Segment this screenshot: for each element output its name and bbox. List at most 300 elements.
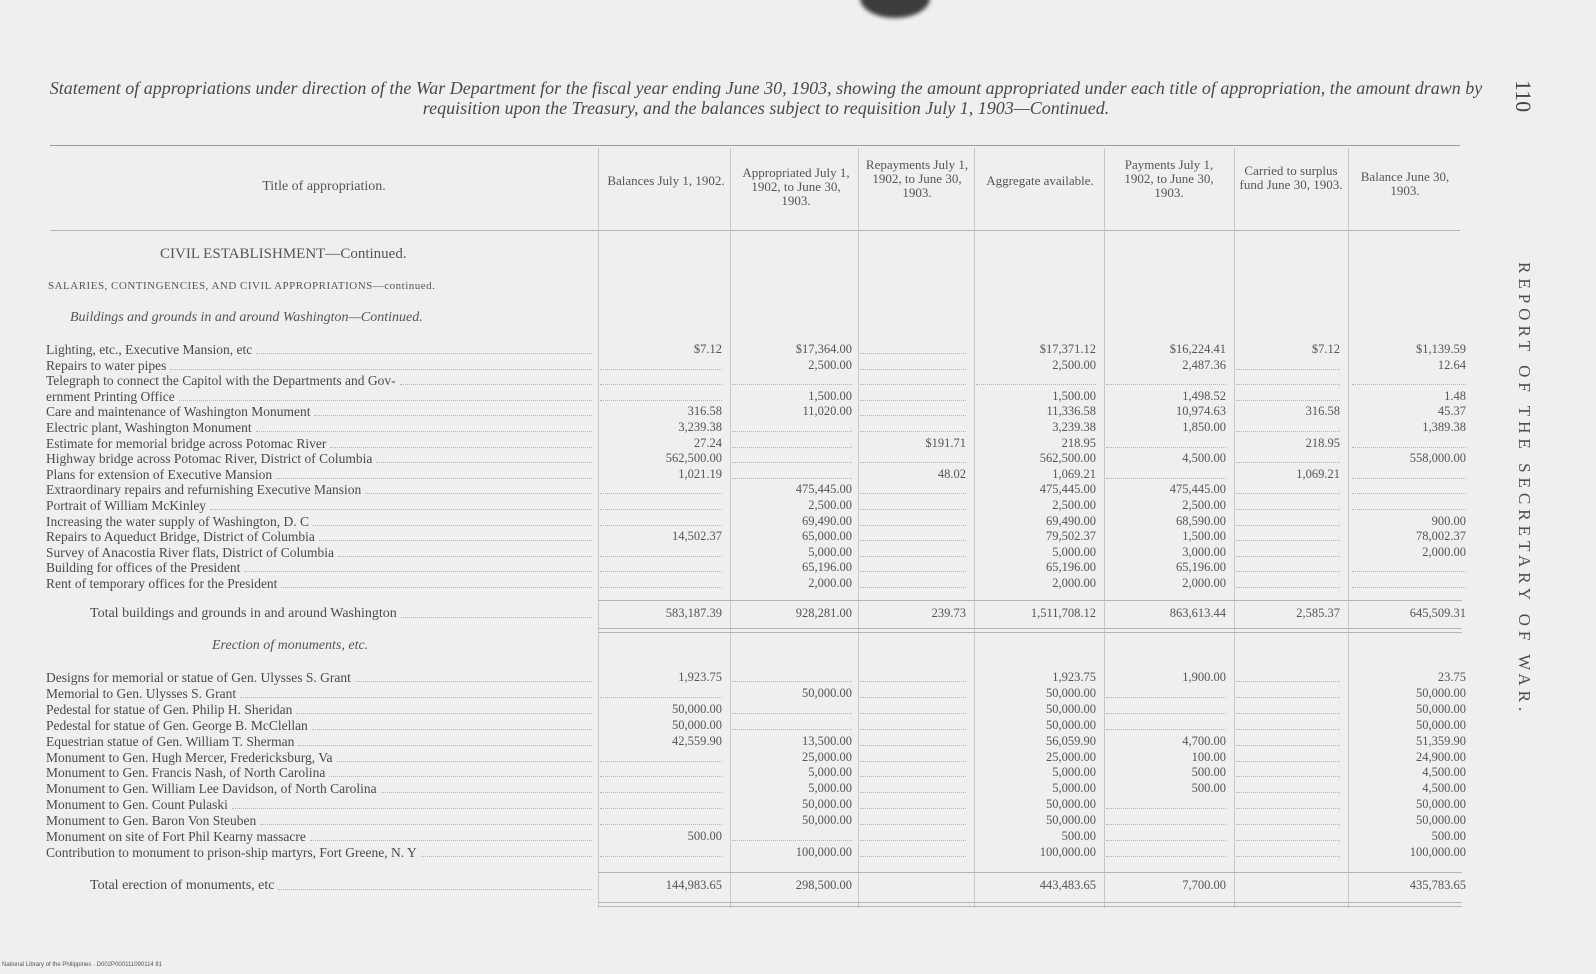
empty-cell-dots	[600, 400, 722, 401]
cell-col-5: 1,500.00	[1182, 529, 1226, 544]
cell-col-7: 558,000.00	[1409, 451, 1466, 466]
cell-col-7: 4,500.00	[1422, 781, 1466, 796]
cell-col-4: 50,000.00	[1046, 717, 1096, 732]
table-row	[46, 560, 1471, 575]
empty-cell-dots	[1236, 525, 1340, 526]
empty-cell-dots	[1106, 713, 1226, 714]
empty-cell-dots	[860, 353, 966, 354]
row-title: Total buildings and grounds in and around Washington	[90, 606, 397, 621]
empty-cell-dots	[860, 681, 966, 682]
cell-col-5: 863,613.44	[1169, 606, 1226, 620]
table-row	[46, 765, 1471, 780]
cell-col-3: 48.02	[937, 466, 966, 481]
cell-col-5: 10,974.63	[1176, 404, 1226, 419]
row-title: Portrait of William McKinley	[46, 498, 207, 513]
cell-col-5: 100.00	[1191, 749, 1226, 764]
table-row	[46, 845, 1471, 860]
cell-col-7: 50,000.00	[1416, 813, 1466, 828]
empty-cell-dots	[1236, 493, 1340, 494]
row-title: Monument to Gen. Francis Nash, of North Carolina	[46, 765, 326, 781]
cell-col-2: 2,500.00	[808, 498, 852, 512]
table-row	[46, 750, 1471, 765]
cell-col-5: 68,590.00	[1176, 513, 1226, 528]
cell-col-1: 3,239.38	[678, 420, 722, 434]
empty-cell-dots	[860, 856, 966, 857]
leader-dots	[276, 478, 592, 479]
empty-cell-dots	[860, 840, 966, 841]
cell-col-2: 11,020.00	[802, 404, 852, 419]
cell-col-4: 79,502.37	[1046, 529, 1096, 544]
row-title: Contribution to monument to prison-ship martyrs, Fort Greene, N. Y	[46, 844, 417, 860]
section-heading-buildings: Buildings and grounds in and around Washington—Continued.	[70, 310, 423, 325]
row-title: Plans for extension of Executive Mansion	[46, 466, 273, 482]
cell-col-5: 500.00	[1191, 781, 1226, 796]
cell-col-2: 13,500.00	[802, 733, 852, 748]
cell-col-7: 2,000.00	[1422, 544, 1466, 559]
empty-cell-dots	[976, 384, 1096, 385]
leader-dots	[244, 571, 592, 572]
total-rule	[598, 600, 1462, 601]
empty-cell-dots	[1106, 384, 1226, 385]
cell-col-3: 239.73	[931, 606, 966, 620]
leader-dots	[278, 889, 592, 890]
empty-cell-dots	[1236, 462, 1340, 463]
header-bottom-rule	[50, 230, 1460, 231]
column-header-balance: Balance June 30, 1903.	[1360, 169, 1450, 198]
cell-col-7: $1,139.59	[1416, 342, 1466, 356]
table-row	[46, 373, 1471, 388]
cell-col-7: 23.75	[1437, 670, 1466, 684]
row-title: Highway bridge across Potomac River, District of Columbia	[46, 451, 373, 467]
leader-dots	[179, 400, 592, 401]
empty-cell-dots	[1236, 384, 1340, 385]
empty-cell-dots	[600, 509, 722, 510]
cell-col-4: 443,483.65	[1039, 878, 1096, 892]
cell-col-4: 50,000.00	[1046, 813, 1096, 828]
cell-col-1: 144,983.65	[665, 878, 722, 892]
total-row	[46, 606, 1471, 621]
cell-col-6: 218.95	[1305, 435, 1340, 450]
empty-cell-dots	[1106, 824, 1226, 825]
table-row	[46, 342, 1471, 357]
empty-cell-dots	[860, 384, 966, 385]
table-row	[46, 718, 1471, 733]
cell-col-7: 100,000.00	[1409, 844, 1466, 859]
empty-cell-dots	[1106, 840, 1226, 841]
empty-cell-dots	[600, 856, 722, 857]
empty-cell-dots	[1352, 509, 1466, 510]
cell-col-4: 2,000.00	[1052, 576, 1096, 590]
cell-col-1: 1,923.75	[678, 670, 722, 684]
empty-cell-dots	[1106, 478, 1226, 479]
row-title: Total erection of monuments, etc	[90, 878, 275, 893]
empty-cell-dots	[600, 792, 722, 793]
cell-col-2: 65,196.00	[802, 560, 852, 575]
empty-cell-dots	[600, 824, 722, 825]
row-title: Repairs to water pipes	[46, 357, 167, 373]
cell-col-7: 4,500.00	[1422, 765, 1466, 780]
empty-cell-dots	[732, 478, 852, 479]
cell-col-5: 65,196.00	[1176, 560, 1226, 575]
cell-col-1: 1,021.19	[678, 466, 722, 481]
row-title: Telegraph to connect the Capitol with the Departments and Gov-	[46, 373, 396, 389]
empty-cell-dots	[860, 808, 966, 809]
leader-dots	[298, 745, 592, 746]
leader-dots	[260, 824, 592, 825]
empty-cell-dots	[600, 697, 722, 698]
cell-col-2: 298,500.00	[795, 878, 852, 892]
cell-col-7: 435,783.65	[1409, 878, 1466, 892]
empty-cell-dots	[860, 761, 966, 762]
empty-cell-dots	[860, 824, 966, 825]
empty-cell-dots	[732, 431, 852, 432]
leader-dots	[365, 493, 592, 494]
empty-cell-dots	[1352, 493, 1466, 494]
leader-dots	[314, 415, 592, 416]
table-row	[46, 702, 1471, 717]
cell-col-5: 475,445.00	[1169, 482, 1226, 497]
row-title: Extraordinary repairs and refurnishing Executive Mansion	[46, 482, 362, 498]
cell-col-6: $7.12	[1311, 342, 1340, 356]
cell-col-7: 1,389.38	[1422, 420, 1466, 434]
empty-cell-dots	[1236, 824, 1340, 825]
row-title: Care and maintenance of Washington Monument	[46, 404, 311, 420]
column-header-surplus: Carried to surplus fund June 30, 1903.	[1239, 163, 1343, 192]
cell-col-5: 2,500.00	[1182, 498, 1226, 512]
cell-col-2: 25,000.00	[802, 749, 852, 764]
empty-cell-dots	[860, 415, 966, 416]
leader-dots	[376, 462, 592, 463]
total-rule	[598, 628, 1462, 629]
cell-col-6: 316.58	[1305, 404, 1340, 419]
cell-col-2: 928,281.00	[795, 606, 852, 620]
empty-cell-dots	[1236, 556, 1340, 557]
table-row	[46, 467, 1471, 482]
cell-col-2: 475,445.00	[795, 482, 852, 497]
cell-col-4: 100,000.00	[1039, 844, 1096, 859]
row-title: Pedestal for statue of Gen. Philip H. Sheridan	[46, 701, 293, 717]
cell-col-2: $17,364.00	[795, 342, 852, 356]
table-row	[46, 404, 1471, 419]
cell-col-4: 1,511,708.12	[1030, 606, 1096, 620]
cell-col-5: 500.00	[1191, 765, 1226, 780]
empty-cell-dots	[1236, 369, 1340, 370]
cell-col-1: 500.00	[687, 829, 722, 843]
cell-col-3: $191.71	[925, 435, 966, 450]
table-row	[46, 514, 1471, 529]
cell-col-7: 78,002.37	[1416, 529, 1466, 544]
total-rule	[598, 632, 1462, 633]
empty-cell-dots	[860, 369, 966, 370]
empty-cell-dots	[732, 462, 852, 463]
row-title: Estimate for memorial bridge across Potomac River	[46, 435, 327, 451]
cell-col-4: 500.00	[1061, 829, 1096, 843]
row-title: Monument to Gen. William Lee Davidson, of North Carolina	[46, 781, 377, 797]
table-row	[46, 734, 1471, 749]
cell-col-7: 1.48	[1444, 388, 1466, 403]
cell-col-5: 1,850.00	[1182, 420, 1226, 434]
cell-col-2: 50,000.00	[802, 797, 852, 812]
cell-col-2: 2,500.00	[808, 357, 852, 372]
section-heading-salaries: SALARIES, CONTINGENCIES, AND CIVIL APPROPRIATIONS—continued.	[48, 280, 436, 292]
cell-col-1: 42,559.90	[672, 733, 722, 748]
cell-col-7: 12.64	[1437, 357, 1466, 372]
empty-cell-dots	[860, 713, 966, 714]
empty-cell-dots	[1236, 540, 1340, 541]
cell-col-1: 583,187.39	[665, 606, 722, 620]
empty-cell-dots	[1106, 447, 1226, 448]
cell-col-4: 50,000.00	[1046, 701, 1096, 716]
total-row	[46, 878, 1471, 893]
cell-col-4: 5,000.00	[1052, 544, 1096, 559]
row-title: Increasing the water supply of Washington, D. C	[46, 513, 309, 529]
empty-cell-dots	[1106, 808, 1226, 809]
cell-col-4: 562,500.00	[1039, 451, 1096, 466]
row-title: Monument to Gen. Baron Von Steuben	[46, 813, 257, 829]
column-header-title: Title of appropriation.	[262, 179, 386, 194]
cell-col-5: 4,500.00	[1182, 451, 1226, 466]
cell-col-4: 5,000.00	[1052, 765, 1096, 780]
row-title: Monument on site of Fort Phil Kearny massacre	[46, 829, 306, 844]
empty-cell-dots	[600, 525, 722, 526]
section-heading-establishment: CIVIL ESTABLISHMENT—Continued.	[160, 246, 407, 262]
cell-col-1: 316.58	[687, 404, 722, 419]
empty-cell-dots	[860, 400, 966, 401]
column-header-payments: Payments July 1, 1902, to June 30, 1903.	[1124, 157, 1214, 200]
empty-cell-dots	[600, 493, 722, 494]
table-row	[46, 529, 1471, 544]
empty-cell-dots	[600, 369, 722, 370]
empty-cell-dots	[600, 384, 722, 385]
empty-cell-dots	[1236, 840, 1340, 841]
row-title: Monument to Gen. Count Pulaski	[46, 797, 228, 813]
leader-dots	[330, 447, 592, 448]
cell-col-7: 645,509.31	[1409, 606, 1466, 620]
empty-cell-dots	[860, 493, 966, 494]
cell-col-5: 4,700.00	[1182, 733, 1226, 748]
row-title: Rent of temporary offices for the President	[46, 576, 278, 591]
table-row	[46, 358, 1471, 373]
cell-col-4: 50,000.00	[1046, 685, 1096, 700]
leader-dots	[170, 369, 592, 370]
empty-cell-dots	[860, 571, 966, 572]
section-heading-monuments: Erection of monuments, etc.	[212, 638, 369, 653]
empty-cell-dots	[732, 713, 852, 714]
empty-cell-dots	[1236, 697, 1340, 698]
table-row	[46, 813, 1471, 828]
table-row	[46, 545, 1471, 560]
leader-dots	[381, 792, 592, 793]
cell-col-1: 562,500.00	[665, 451, 722, 466]
table-row	[46, 420, 1471, 435]
table-row	[46, 797, 1471, 812]
leader-dots	[310, 840, 592, 841]
cell-col-6: 2,585.37	[1296, 606, 1340, 620]
empty-cell-dots	[860, 729, 966, 730]
table-row	[46, 389, 1471, 404]
empty-cell-dots	[1352, 384, 1466, 385]
cell-col-5: $16,224.41	[1169, 342, 1226, 356]
row-title: Designs for memorial or statue of Gen. Ulysses S. Grant	[46, 670, 351, 685]
empty-cell-dots	[600, 556, 722, 557]
leader-dots	[313, 525, 592, 526]
empty-cell-dots	[1106, 729, 1226, 730]
row-title: ernment Printing Office	[46, 388, 175, 404]
leader-dots	[296, 713, 592, 714]
column-header-repayments: Repayments July 1, 1902, to June 30, 1903.	[865, 157, 969, 200]
row-title: Repairs to Aqueduct Bridge, District of Columbia	[46, 529, 315, 545]
row-title: Electric plant, Washington Monument	[46, 420, 252, 435]
cell-col-7: 50,000.00	[1416, 717, 1466, 732]
empty-cell-dots	[1236, 761, 1340, 762]
cell-col-4: 65,196.00	[1046, 560, 1096, 575]
empty-cell-dots	[1236, 431, 1340, 432]
cell-col-7: 50,000.00	[1416, 701, 1466, 716]
page-number: 110	[1511, 80, 1536, 113]
empty-cell-dots	[1236, 745, 1340, 746]
empty-cell-dots	[732, 729, 852, 730]
row-title: Survey of Anacostia River flats, District of Columbia	[46, 544, 334, 560]
empty-cell-dots	[1236, 776, 1340, 777]
leader-dots	[421, 856, 592, 857]
cell-col-2: 1,500.00	[808, 388, 852, 403]
empty-cell-dots	[860, 587, 966, 588]
cell-col-2: 69,490.00	[802, 513, 852, 528]
cell-col-1: 50,000.00	[672, 701, 722, 716]
table-row	[46, 686, 1471, 701]
cell-col-2: 100,000.00	[795, 844, 852, 859]
cell-col-4: 50,000.00	[1046, 797, 1096, 812]
cell-col-5: 2,000.00	[1182, 576, 1226, 590]
total-rule	[598, 906, 1462, 907]
row-title: Equestrian statue of Gen. William T. Sherman	[46, 733, 295, 749]
empty-cell-dots	[1236, 729, 1340, 730]
cell-col-5: 2,487.36	[1182, 357, 1226, 372]
empty-cell-dots	[860, 525, 966, 526]
cell-col-5: 1,498.52	[1182, 388, 1226, 403]
empty-cell-dots	[860, 540, 966, 541]
column-header-appropriated: Appropriated July 1, 1902, to June 30, 1903.	[742, 165, 850, 208]
empty-cell-dots	[600, 808, 722, 809]
table-row	[46, 498, 1471, 513]
empty-cell-dots	[860, 745, 966, 746]
cell-col-5: 1,900.00	[1182, 670, 1226, 684]
scan-artifact	[860, 0, 930, 18]
empty-cell-dots	[860, 462, 966, 463]
cell-col-4: 475,445.00	[1039, 482, 1096, 497]
cell-col-4: 5,000.00	[1052, 781, 1096, 796]
row-title: Lighting, etc., Executive Mansion, etc	[46, 342, 253, 357]
cell-col-6: 1,069.21	[1296, 466, 1340, 481]
leader-dots	[256, 353, 592, 354]
cell-col-4: 1,923.75	[1052, 670, 1096, 684]
empty-cell-dots	[600, 776, 722, 777]
page-title: Statement of appropriations under direction of the War Department for the fiscal year ending June 30, 1903, showing the amount appropriated under each title of appropriation, the amount drawn by requisition upon the Treasury, and the balances subject to requisition July 1, 1903—Continued.	[49, 78, 1483, 118]
cell-col-1: $7.12	[693, 342, 722, 356]
leader-dots	[338, 556, 592, 557]
cell-col-2: 65,000.00	[802, 529, 852, 544]
column-header-aggregate: Aggregate available.	[986, 173, 1094, 188]
cell-col-4: 69,490.00	[1046, 513, 1096, 528]
leader-dots	[312, 729, 592, 730]
empty-cell-dots	[860, 431, 966, 432]
cell-col-4: 3,239.38	[1052, 420, 1096, 434]
leader-dots	[337, 761, 592, 762]
cell-col-1: 50,000.00	[672, 717, 722, 732]
leader-dots	[210, 509, 592, 510]
cell-col-7: 500.00	[1431, 829, 1466, 843]
leader-dots	[355, 681, 592, 682]
table-row	[46, 670, 1471, 685]
empty-cell-dots	[1352, 478, 1466, 479]
empty-cell-dots	[1236, 681, 1340, 682]
empty-cell-dots	[732, 681, 852, 682]
leader-dots	[281, 587, 592, 588]
row-title: Monument to Gen. Hugh Mercer, Fredericksburg, Va	[46, 749, 333, 765]
table-row	[46, 451, 1471, 466]
total-rule	[598, 902, 1462, 903]
cell-col-4: 25,000.00	[1046, 749, 1096, 764]
table-row	[46, 436, 1471, 451]
running-head: REPORT OF THE SECRETARY OF WAR.	[1515, 262, 1534, 717]
table-row	[46, 781, 1471, 796]
cell-col-7: 50,000.00	[1416, 685, 1466, 700]
cell-col-7: 900.00	[1431, 513, 1466, 528]
table-row	[46, 829, 1471, 844]
empty-cell-dots	[1236, 856, 1340, 857]
empty-cell-dots	[1352, 587, 1466, 588]
cell-col-7: 50,000.00	[1416, 797, 1466, 812]
cell-col-5: 3,000.00	[1182, 544, 1226, 559]
empty-cell-dots	[600, 587, 722, 588]
empty-cell-dots	[1236, 400, 1340, 401]
empty-cell-dots	[1106, 856, 1226, 857]
cell-col-7: 51,359.90	[1416, 733, 1466, 748]
empty-cell-dots	[732, 840, 852, 841]
empty-cell-dots	[1236, 587, 1340, 588]
row-title: Memorial to Gen. Ulysses S. Grant	[46, 685, 237, 701]
cell-col-7: 45.37	[1437, 404, 1466, 419]
table-row	[46, 576, 1471, 591]
cell-col-4: 11,336.58	[1046, 404, 1096, 419]
cell-col-4: 2,500.00	[1052, 357, 1096, 372]
empty-cell-dots	[1352, 571, 1466, 572]
leader-dots	[400, 384, 592, 385]
leader-dots	[256, 431, 592, 432]
scan-footer: National Library of the Philippines · D002P000111090114 81	[2, 962, 163, 968]
leader-dots	[240, 697, 592, 698]
leader-dots	[319, 540, 592, 541]
empty-cell-dots	[1236, 792, 1340, 793]
column-header-balances: Balances July 1, 1902.	[607, 173, 725, 188]
row-title: Building for offices of the President	[46, 560, 241, 576]
empty-cell-dots	[600, 761, 722, 762]
cell-col-2: 50,000.00	[802, 813, 852, 828]
cell-col-2: 5,000.00	[808, 544, 852, 559]
empty-cell-dots	[860, 697, 966, 698]
empty-cell-dots	[860, 509, 966, 510]
empty-cell-dots	[860, 792, 966, 793]
empty-cell-dots	[1236, 713, 1340, 714]
cell-col-7: 24,900.00	[1416, 749, 1466, 764]
empty-cell-dots	[860, 556, 966, 557]
cell-col-5: 7,700.00	[1182, 878, 1226, 892]
cell-col-4: $17,371.12	[1039, 342, 1096, 356]
empty-cell-dots	[600, 571, 722, 572]
cell-col-4: 218.95	[1061, 435, 1096, 450]
cell-col-4: 1,500.00	[1052, 388, 1096, 403]
cell-col-2: 2,000.00	[808, 576, 852, 590]
